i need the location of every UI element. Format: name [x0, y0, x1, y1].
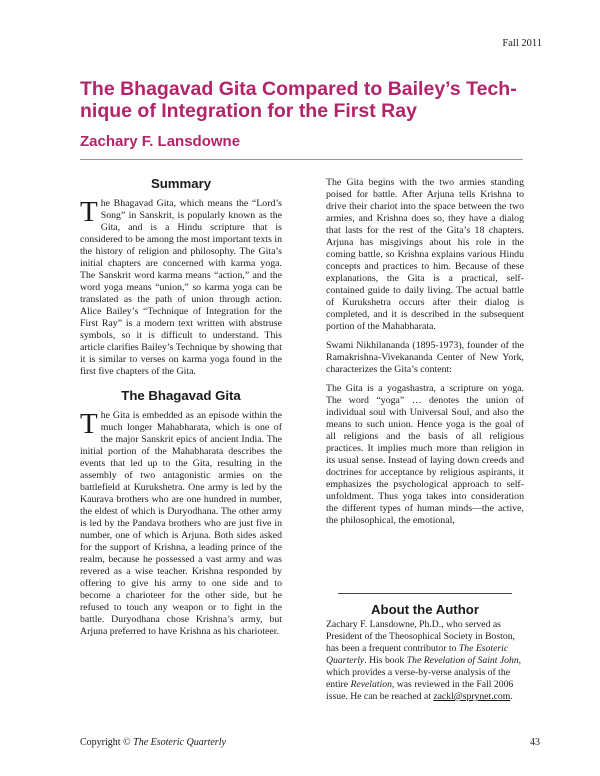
about-divider	[338, 593, 512, 594]
summary-drop-cap: T	[80, 196, 98, 228]
summary-text: he Bhagavad Gita, which means the “Lord’s Song” in Sanskrit, is popularly known as the Gita, and is a Hindu scripture that is considered to be among the most important texts in the history of religion and philosophy. The Gita’s initial chapters are concerned with karma yoga. The Sanskrit word karma means “action,” and the word yoga means “union,” so karma yoga can be translated as the path of union through action. Alice Bailey’s “Technique of Integration for the First Ray” is a modern text written with abstruse symbols, so it is difficult to understand. This article clarifies Bailey’s Technique by showing that it is similar to verses on karma yoga found in the first five chapters of the Gita.	[80, 198, 282, 377]
revelation-title: Revelation	[350, 679, 392, 690]
about-heading: About the Author	[371, 602, 479, 617]
nikhilananda-quote: The Gita is a yogashastra, a scripture on yoga. The word “yoga” … denotes the union of individual soul with Universal Soul, and also the means to such union. Hence yoga is the goal of all religions and the basis of all religious practices. It implies much more than religion in its usual sense. Instead of laying down creeds and doctrines for acceptance by religious aspirants, it emphasizes the psychological approach to self-unfoldment. Thus yoga takes into consideration the different types of human minds—the active, the philosophical, the emotional,	[326, 383, 524, 526]
issue-date: Fall 2011	[502, 38, 542, 49]
right-column	[326, 177, 524, 527]
about-author-box	[326, 602, 524, 703]
article-title: The Bhagavad Gita Compared to Bailey’s Tech-nique of Integration for the First Ray	[80, 78, 517, 122]
gita-drop-cap: T	[80, 408, 98, 440]
gita-paragraph	[80, 410, 282, 638]
article-author: Zachary F. Lansdowne	[80, 133, 241, 150]
summary-heading: Summary	[150, 176, 212, 191]
left-column	[80, 176, 282, 638]
gita-text: he Gita is embedded as an episode within the much longer Mahabharata, which is one of the major Sanskrit epics of ancient India. The initial portion of the Mahabharata describes the events that led up to the Gita, resulting in the assembly of two antagonistic armies on the battlefield at Kurukshetra. One army is led by the Kaurava brothers who are one hundred in number, the eldest of which is Duryodhana. The other army is led by the Pandava brothers who are just five in number, one of which is Arjuna. Both sides asked for the support of Krishna, a leading prince of the realm, because he possessed a vast army and was revered as a wise teacher. Krishna responded by offering to give his army to one side and to become a charioteer for the other side, but he refused to touch any weapon or to fight in the battle. Duryodhana chose Krishna’s army, but Arjuna preferred to have Krishna as his charioteer.	[80, 410, 282, 637]
page-number: 43	[530, 737, 540, 748]
book-title: The Revelation of Saint John	[406, 655, 519, 666]
right-paragraph-2: Swami Nikhilananda (1895-1973), founder of the Ramakrishna-Vivekananda Center of New York, characterizes the Gita’s content:	[326, 340, 524, 375]
title-divider	[80, 159, 523, 160]
author-email-link[interactable]: zackl@sprynet.com	[433, 691, 511, 702]
gita-heading: The Bhagavad Gita	[121, 388, 241, 403]
summary-paragraph	[80, 198, 282, 378]
right-paragraph-1: The Gita begins with the two armies standing poised for battle. After Arjuna tells Krishna to drive their chariot into the space between the two armies, and Krishna does so, they have a dialog that lasts for the rest of the Gita’s 18 chapters. Arjuna has misgivings about his role in the coming battle, so Krishna explains various Hindu concepts and practices to him. Because of these explanations, the Gita is a practical, self-contained guide to daily living. The actual battle of Kurukshetra occurs after their dialog is completed, and it is described in the subsequent portion of the Mahabharata.	[326, 177, 524, 332]
journal-title: The Esoteric Quarterly	[326, 643, 509, 666]
footer-journal: The Esoteric Quarterly	[133, 737, 226, 748]
about-text: Zachary F. Lansdowne, Ph.D., who served as President of the Theosophical Society in Boston, has been a frequent contributor to The Esoteric Quarterly. His book The Revelation of Saint John, which provides a verse-by-verse analysis of the entire Revelation, was reviewed in the Fall 2006 issue. He can be reached at zackl@sprynet.com.	[326, 619, 522, 702]
footer-copyright: Copyright © The Esoteric Quarterly	[80, 737, 226, 748]
